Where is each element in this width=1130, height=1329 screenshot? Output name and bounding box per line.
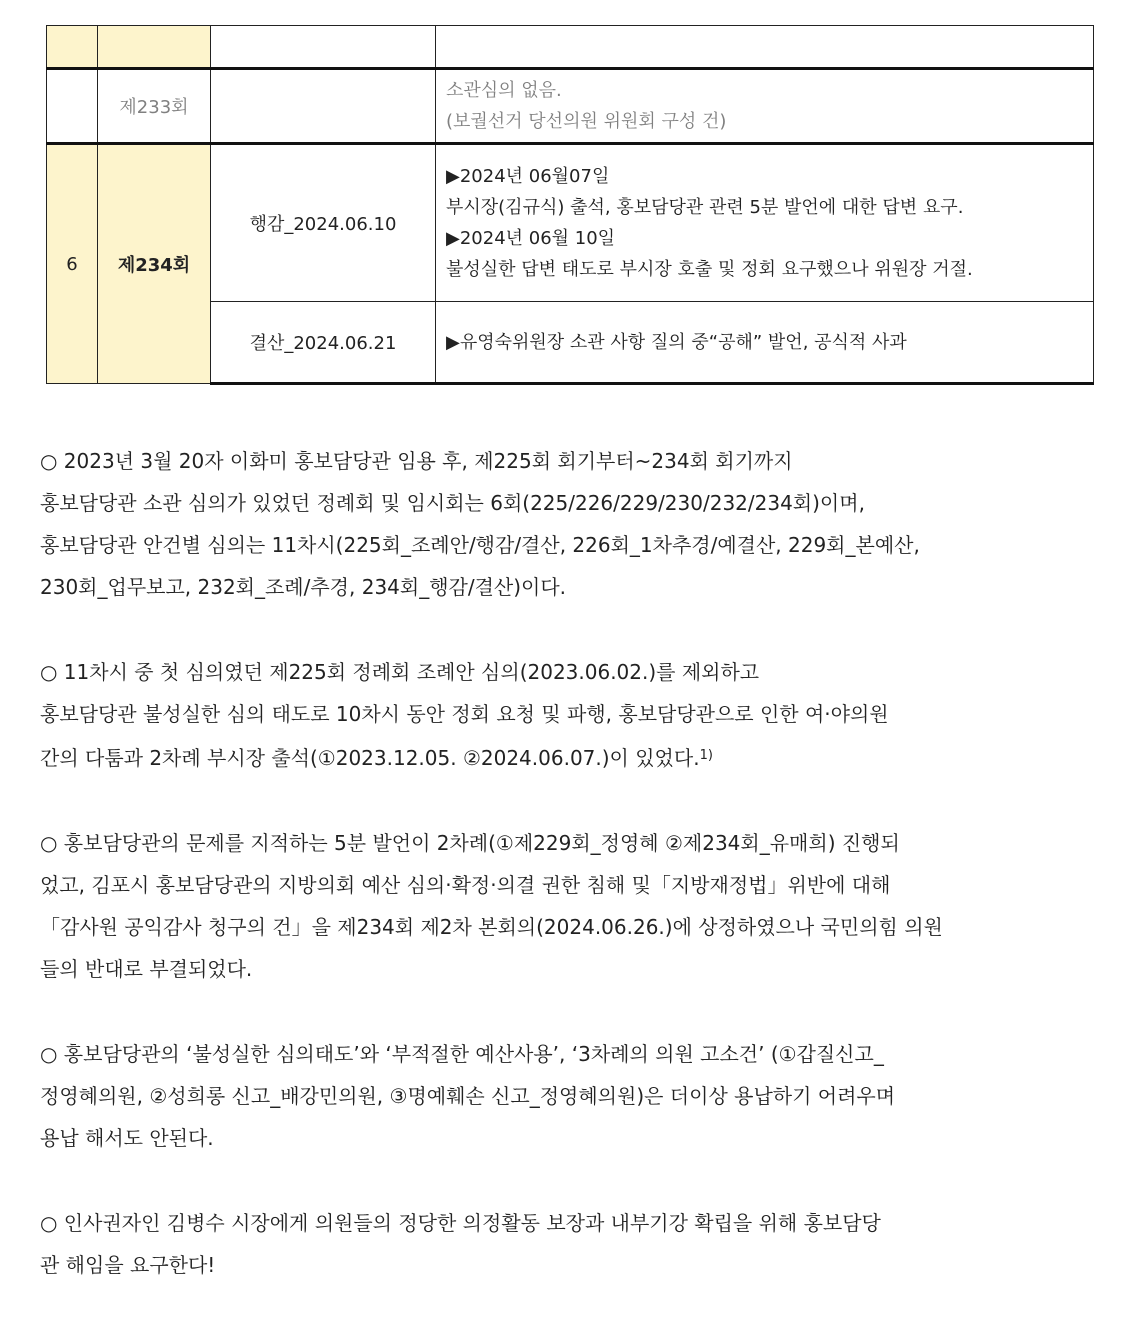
content-line: ▶2024년 06월07일 [446, 166, 610, 187]
type-cell: 결산_2024.06.21 [211, 302, 436, 384]
paragraph [40, 1202, 1102, 1286]
footnote-mark[interactable]: 1) [699, 748, 713, 763]
content-line: ▶유영숙위원장 소관 사항 질의 중“공해” 발언, 공식적 사과 [446, 331, 907, 353]
type-cell [211, 26, 436, 69]
content-line: ▶2024년 06월 10일 [446, 228, 616, 249]
text-line: 관 해임을 요구한다! [40, 1253, 216, 1277]
text-line [40, 735, 1102, 779]
session-cell: 제233회 [98, 69, 211, 144]
content-cell [436, 302, 1094, 384]
num-cell [47, 26, 98, 69]
content-cell [436, 144, 1094, 302]
table-row [47, 26, 1094, 69]
num-cell: 6 [47, 144, 98, 384]
type-cell [211, 69, 436, 144]
text-line: 정영혜의원, ②성희롱 신고_배강민의원, ③명예훼손 신고_정영혜의원)은 더이상 용납하기 어려우며 [40, 1084, 896, 1108]
session-cell: 제234회 [98, 144, 211, 384]
num-cell [47, 69, 98, 144]
text-line: 「감사원 공익감사 청구의 건」을 제234회 제2차 본회의(2024.06.26.)에 상정하였으나 국민의힘 의원 [40, 915, 943, 939]
content-cell [436, 69, 1094, 144]
text-line: ○ 홍보담당관의 ‘불성실한 심의태도’와 ‘부적절한 예산사용’, ‘3차례의 의원 고소건’ (①갑질신고_ [40, 1042, 884, 1066]
text-line-content: 간의 다툼과 2차례 부시장 출석(①2023.12.05. ②2024.06.07.)이 있었다. [40, 746, 700, 770]
content-line: 부시장(김규식) 출석, 홍보담당관 관련 5분 발언에 대한 답변 요구. [446, 197, 964, 218]
table-row [47, 144, 1094, 302]
paragraph [40, 651, 1102, 779]
text-line: 230회_업무보고, 232회_조례/추경, 234회_행감/결산)이다. [40, 575, 567, 599]
text-line: 홍보담당관 안건별 심의는 11차시(225회_조례안/행감/결산, 226회_1차추경/예결산, 229회_본예산, [40, 533, 920, 557]
text-line: ○ 홍보담당관의 문제를 지적하는 5분 발언이 2차례(①제229회_정영혜 ②제234회_유매희) 진행되 [40, 831, 900, 855]
text-line: 홍보담당관 소관 심의가 있었던 정례회 및 임시회는 6회(225/226/229/230/232/234회)이며, [40, 491, 865, 515]
paragraph [40, 1033, 1102, 1159]
text-line: ○ 11차시 중 첫 심의였던 제225회 정례회 조례안 심의(2023.06.02.)를 제외하고 [40, 660, 760, 684]
paragraph [40, 440, 1102, 608]
type-cell: 행감_2024.06.10 [211, 144, 436, 302]
content-line: (보궐선거 당선의원 위원회 구성 건) [446, 111, 727, 132]
table-row [47, 69, 1094, 144]
text-line: 었고, 김포시 홍보담당관의 지방의회 예산 심의·확정·의결 권한 침해 및「지방재정법」위반에 대해 [40, 873, 891, 897]
paragraph [40, 822, 1102, 990]
content-line: 불성실한 답변 태도로 부시장 호출 및 정회 요구했으나 위원장 거절. [446, 259, 973, 280]
session-table [46, 25, 1094, 385]
content-line: 소관심의 없음. [446, 80, 562, 101]
text-line: 용납 해서도 안된다. [40, 1126, 214, 1150]
content-cell [436, 26, 1094, 69]
body-text [40, 440, 1102, 1329]
session-cell [98, 26, 211, 69]
text-line: 들의 반대로 부결되었다. [40, 957, 253, 981]
text-line: ○ 2023년 3월 20자 이화미 홍보담당관 임용 후, 제225회 회기부터~234회 회기까지 [40, 449, 793, 473]
text-line: ○ 인사권자인 김병수 시장에게 의원들의 정당한 의정활동 보장과 내부기강 확립을 위해 홍보담당 [40, 1211, 881, 1235]
text-line: 홍보담당관 불성실한 심의 태도로 10차시 동안 정회 요청 및 파행, 홍보담당관으로 인한 여·야의원 [40, 702, 889, 726]
